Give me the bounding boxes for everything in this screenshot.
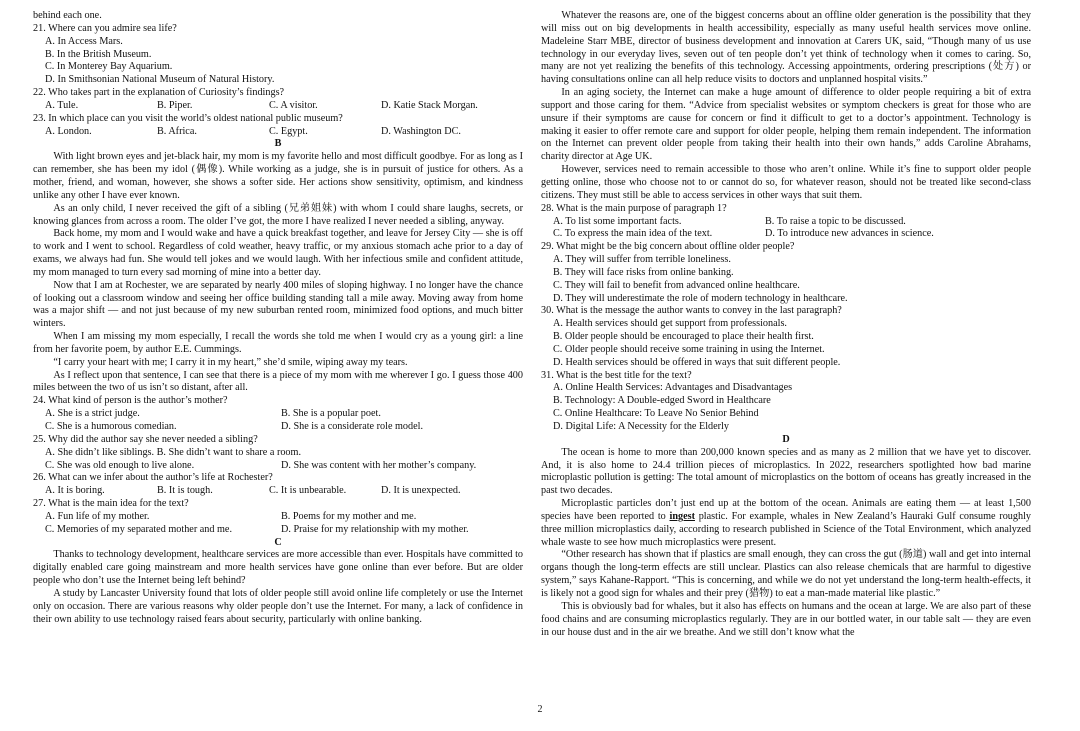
option: D. Digital Life: A Necessity for the Elderly [553, 421, 729, 432]
option: D. In Smithsonian National Museum of Natural History. [45, 74, 275, 86]
paragraph: Whatever the reasons are, one of the biggest concerns about an offline older generation is the possibility that they will miss out on big developments in health accessibility, especially as many useful health services move online. Madeleine Starr MBE, director of business development and innovation at Carers UK, said, “Though many of us use technology in our everyday lives, seven out of ten people don’t yet think of technology when it comes to caring. So, many are not yet realizing the benefits of this technology. Accessing appointments, ordering prescriptions (处方) or having consultations online can all help reduce visits to doctors and unplanned hospital visits.” [541, 10, 1031, 86]
paragraph: Now that I am at Rochester, we are separated by nearly 400 miles of sloping highway. I no longer have the chance of looking out a classroom window and seeing her office building standing tall a mile away. Moving away from home was a major shift — and not just because of my new suburban rented room, minimized food options, and much bitter winters. [33, 279, 523, 330]
option: D. They will underestimate the role of modern technology in healthcare. [553, 292, 848, 304]
option: A. In Access Mars. [45, 35, 123, 47]
question-21-options [33, 36, 523, 87]
option: A. To list some important facts. [553, 215, 682, 227]
paragraph: As I reflect upon that sentence, I can see that there is a piece of my mom with me wherever I go. I guess those 400 miles between the two of us isn’t so distant, after all. [33, 369, 523, 394]
option: C. Memories of my separated mother and me. [45, 523, 233, 535]
option: B. Technology: A Double-edged Sword in Healthcare [553, 395, 771, 407]
option: A. She didn’t like siblings. B. She didn’t want to share a room. [45, 446, 301, 458]
option: C. To express the main idea of the text. [553, 228, 713, 240]
question-26-options [33, 485, 523, 498]
continuation-line: behind each one. [33, 10, 102, 21]
question-29-options [541, 254, 1031, 305]
section-heading-d: D [782, 433, 790, 445]
option: A. London. [45, 125, 92, 137]
question-21: 21. Where can you admire sea life? [33, 22, 177, 34]
option: D. To introduce new advances in science. [765, 228, 934, 240]
paragraph: A study by Lancaster University found that lots of older people still avoid online life completely or use the Internet only on occasion. There are various reasons why older people don’t use the Internet. For many, a lack of confidence in their own ability to use technology raised fears about security, particularly with online banking. [33, 587, 523, 625]
option: B. To raise a topic to be discussed. [765, 215, 906, 227]
option: D. It is unexpected. [381, 485, 461, 497]
option: B. It is tough. [157, 485, 213, 497]
question-23: 23. In which place can you visit the world’s oldest national public museum? [33, 112, 343, 124]
paragraph: Back home, my mom and I would wake and have a quick breakfast together, and leave for Jersey City — she is off to work and I went to school. Regardless of cold weather, heavy traffic, or my anxious stomach ache prior to a day of exams, we always had fun. She would tell jokes and we would laugh. With her infectious smile and confident attitude, my mom managed to turn every sad morning of mine into a better day. [33, 228, 523, 278]
option: B. Piper. [157, 99, 193, 111]
underlined-word: ingest [669, 510, 695, 522]
question-31: 31. What is the best title for the text? [541, 369, 692, 381]
option: D. Washington DC. [381, 125, 461, 137]
page-number: 2 [537, 704, 543, 715]
option: C. A visitor. [269, 99, 318, 111]
option: A. They will suffer from terrible loneliness. [553, 254, 731, 266]
option: A. Online Health Services: Advantages and Disadvantages [553, 382, 793, 394]
paragraph: With light brown eyes and jet-black hair, my mom is my favorite hello and most difficult goodbye. For as long as I can remember, she has been my idol (偶像). While working as a judge, she is in pursuit of justice for others. As a mother, friend, and woman, however, she shows a softer side. Her actions show sensitivity, optimism, and kindness unlike any other I have ever known. [33, 151, 523, 201]
question-27: 27. What is the main idea for the text? [33, 498, 189, 510]
paragraph: When I am missing my mom especially, I recall the words she told me when I would cry as a young girl: a line from her favorite poem, by author E.E. Cummings. [33, 331, 523, 355]
question-27-options [33, 511, 523, 537]
question-24-options [33, 408, 523, 434]
option: C. Online Healthcare: To Leave No Senior Behind [553, 408, 759, 420]
text-run: Microplastic particles don’t just end up at the bottom of the ocean. Animals are eating them — at least 1,500 species have been reported to [541, 498, 1031, 522]
option: C. She was old enough to live alone. [45, 459, 195, 471]
option: C. Older people should receive some training in using the Internet. [553, 343, 825, 355]
question-24: 24. What kind of person is the author’s mother? [33, 395, 228, 407]
option: D. She was content with her mother’s company. [281, 459, 477, 471]
paragraph: However, services need to remain accessible to those who aren’t online. While it’s fine to support older people getting online, those who choose not to or cannot do so, for whatever reason, should not be treated like second-class citizens. They must still be able to access services in other ways that suit them. [541, 164, 1031, 201]
question-22-options [33, 100, 523, 113]
option: A. Fun life of my mother. [45, 510, 150, 522]
question-28: 28. What is the main purpose of paragraph 1? [541, 202, 727, 214]
option: C. Egypt. [269, 125, 308, 137]
question-28-options [541, 216, 1031, 242]
question-25-options-row2 [33, 460, 523, 473]
question-25: 25. Why did the author say she never needed a sibling? [33, 433, 258, 445]
option: C. In Monterey Bay Aquarium. [45, 61, 173, 73]
option: A. It is boring. [45, 485, 105, 497]
option: B. Poems for my mother and me. [281, 510, 417, 522]
section-heading-b: B [274, 138, 282, 150]
paragraph: “Other research has shown that if plastics are small enough, they can cross the gut (肠道) wall and get into internal organs though the long-term effects are still unclear. Plastics can also release chemicals that are harmful to digestive system,” says Kahane-Rapport. “This is concerning, and while we do not yet understand the long-term health-effects, it is likely not a good sign for whales and their prey (猎物) to eat a man-made material like plastic.” [541, 549, 1031, 599]
question-30-options [541, 318, 1031, 369]
left-column [33, 10, 523, 627]
option: B. Africa. [157, 125, 197, 137]
option: D. Health services should be offered in ways that suit different people. [553, 356, 841, 368]
question-25-options [33, 447, 523, 460]
option: C. They will fail to benefit from advanced online healthcare. [553, 279, 800, 291]
option: B. They will face risks from online banking. [553, 266, 734, 278]
option: D. She is a considerate role model. [281, 421, 424, 432]
paragraph [541, 498, 1031, 549]
section-heading-c: C [274, 536, 282, 548]
paragraph: This is obviously bad for whales, but it also has effects on humans and the ocean at large. We are also part of these food chains and are consuming microplastics regularly. They are in our bottled water, in our table salt — they are even in our house dust and in the air we breathe. And we still don’t know what the [541, 600, 1031, 638]
option: A. Health services should get support from professionals. [553, 318, 787, 330]
question-30: 30. What is the message the author wants to convey in the last paragraph? [541, 305, 842, 317]
question-23-options [33, 126, 523, 139]
option: B. Older people should be encouraged to place their health first. [553, 331, 814, 343]
text-run: plastic. For example, whales in New Zealand’s Hauraki Gulf consume roughly three million microplastics daily, according to research published in Science of the Total Environment, which analyzed whale waste to see how much microplastics were present. [541, 510, 1031, 548]
paragraph: In an aging society, the Internet can make a huge amount of difference to older people requiring a bit of extra support and those caring for them. “Advice from specialist websites or symptom checkers is great for those who are unsure if their symptoms are cause for concern or find it difficult to get to a doctor’s appointment. Technology is making it easier to offer remote care and support for older people, helping them remain independent. The information on the Internet can prevent older people from taking their health into their own hands,” adds Caroline Abrahams, charity director at Age UK. [541, 87, 1031, 163]
option: A. She is a strict judge. [45, 408, 140, 420]
option: D. Praise for my relationship with my mother. [281, 523, 469, 535]
option: A. Tule. [45, 99, 79, 111]
option: B. In the British Museum. [45, 48, 152, 60]
question-29: 29. What might be the big concern about offline older people? [541, 241, 795, 253]
paragraph: Thanks to technology development, healthcare services are more accessible than ever. Hospitals have committed to digitally enabled care going mainstream and more health services have gone online than ever before. But are older people who don’t use the Internet being left behind? [33, 549, 523, 587]
paragraph: The ocean is home to more than 200,000 known species and as many as 2 million that we have yet to discover. And, it is also home to 24.4 trillion pieces of microplastics. In 2022, researchers spotlighted how bad marine microplastic pollution is getting: The total amount of microplastics on the bottom of oceans has greatly increased in the past two decades. [541, 446, 1031, 497]
option: B. She is a popular poet. [281, 408, 381, 420]
question-26: 26. What can we infer about the author’s life at Rochester? [33, 472, 273, 484]
question-22: 22. Who takes part in the explanation of Curiosity’s findings? [33, 87, 285, 99]
quote-paragraph: “I carry your heart with me; I carry it in my heart,” she’d smile, wiping away my tears. [53, 356, 408, 368]
option: C. It is unbearable. [269, 485, 347, 497]
option: D. Katie Stack Morgan. [381, 99, 478, 111]
question-31-options [541, 382, 1031, 433]
option: C. She is a humorous comedian. [45, 421, 177, 432]
right-column [541, 10, 1031, 639]
paragraph: As an only child, I never received the gift of a sibling (兄弟姐妹) with whom I could share laughs, secrets, or knowing glances from across a room. The older I’ve got, the more I have realized I never needed a sibling, anyway. [33, 202, 523, 227]
